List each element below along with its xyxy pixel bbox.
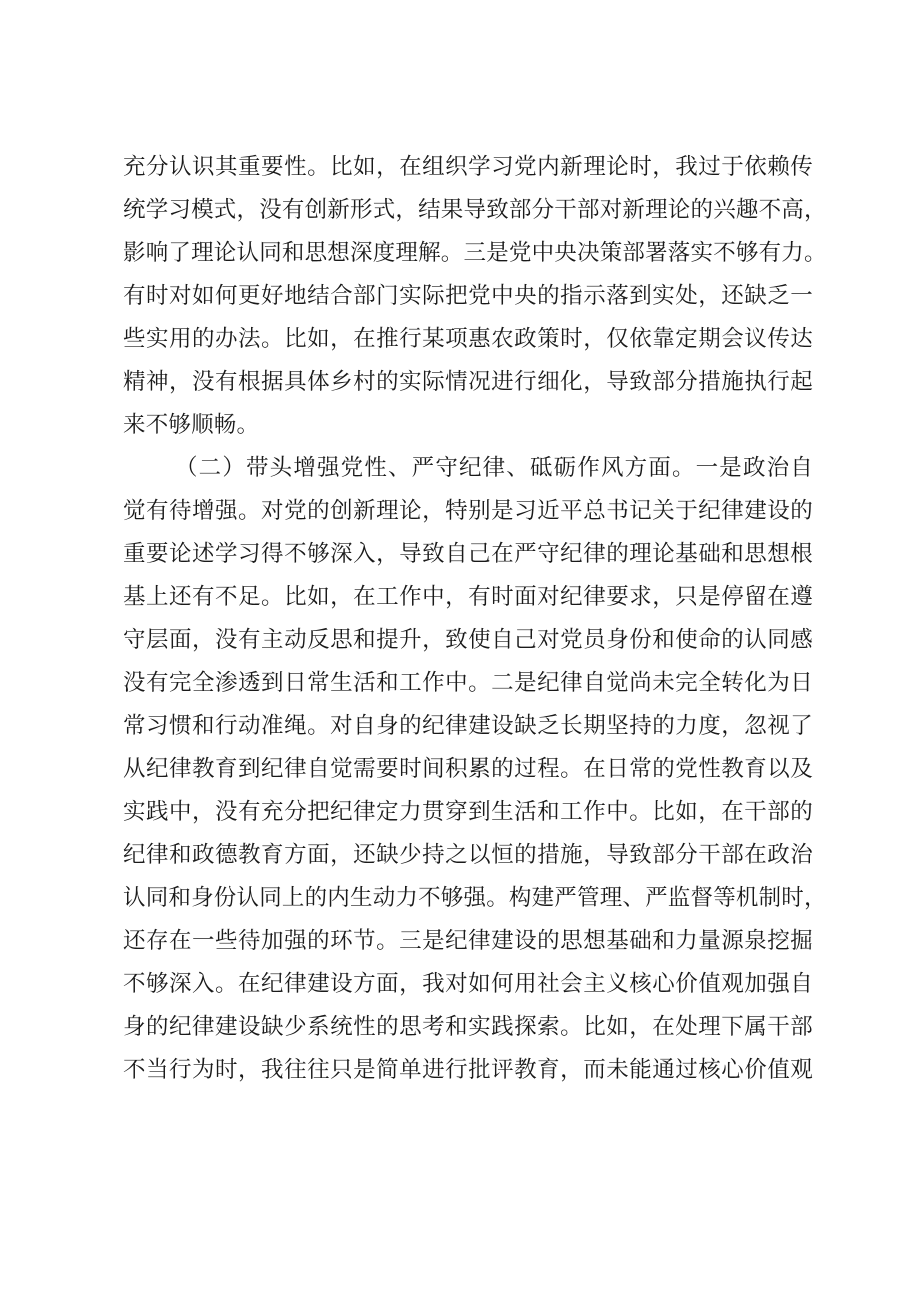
text-line: 统学习模式，没有创新形式，结果导致部分干部对新理论的兴趣不高， xyxy=(123,197,827,223)
text-line: 从纪律教育到纪律自觉需要时间积累的过程。在日常的党性教育以及 xyxy=(123,756,813,782)
text-line: 来不够顺畅。 xyxy=(123,412,260,438)
paragraph-2 xyxy=(123,447,827,1092)
text-line: 认同和身份认同上的内生动力不够强。构建严管理、严监督等机制时， xyxy=(123,885,827,911)
text-line: 纪律和政德教育方面，还缺少持之以恒的措施，导致部分干部在政治 xyxy=(123,842,813,868)
text-line: 不当行为时，我往往只是简单进行批评教育，而未能通过核心价值观 xyxy=(123,1057,813,1083)
text-line: 身的纪律建设缺少系统性的思考和实践探索。比如，在处理下属干部 xyxy=(123,1014,813,1040)
paragraph-1 xyxy=(123,146,827,447)
text-line: 影响了理论认同和思想深度理解。三是党中央决策部署落实不够有力。 xyxy=(123,240,827,266)
document-body xyxy=(123,146,827,1092)
text-line: 些实用的办法。比如，在推行某项惠农政策时，仅依靠定期会议传达 xyxy=(123,326,813,352)
text-line: 实践中，没有充分把纪律定力贯穿到生活和工作中。比如，在干部的 xyxy=(123,799,813,825)
text-line: 有时对如何更好地结合部门实际把党中央的指示落到实处，还缺乏一 xyxy=(123,283,813,309)
text-line: 没有完全渗透到日常生活和工作中。二是纪律自觉尚未完全转化为日 xyxy=(123,670,813,696)
text-line: 觉有待增强。对党的创新理论，特别是习近平总书记关于纪律建设的 xyxy=(123,498,813,524)
text-line: 充分认识其重要性。比如，在组织学习党内新理论时，我过于依赖传 xyxy=(123,154,813,180)
section-heading-line: （二）带头增强党性、严守纪律、砥砺作风方面。一是政治自 xyxy=(175,455,813,481)
text-line: 还存在一些待加强的环节。三是纪律建设的思想基础和力量源泉挖掘 xyxy=(123,928,813,954)
text-line: 精神，没有根据具体乡村的实际情况进行细化，导致部分措施执行起 xyxy=(123,369,813,395)
text-line: 守层面，没有主动反思和提升，致使自己对党员身份和使命的认同感 xyxy=(123,627,813,653)
text-line: 重要论述学习得不够深入，导致自己在严守纪律的理论基础和思想根 xyxy=(123,541,813,567)
text-line: 不够深入。在纪律建设方面，我对如何用社会主义核心价值观加强自 xyxy=(123,971,813,997)
text-line: 基上还有不足。比如，在工作中，有时面对纪律要求，只是停留在遵 xyxy=(123,584,813,610)
text-line: 常习惯和行动准绳。对自身的纪律建设缺乏长期坚持的力度，忽视了 xyxy=(123,713,813,739)
